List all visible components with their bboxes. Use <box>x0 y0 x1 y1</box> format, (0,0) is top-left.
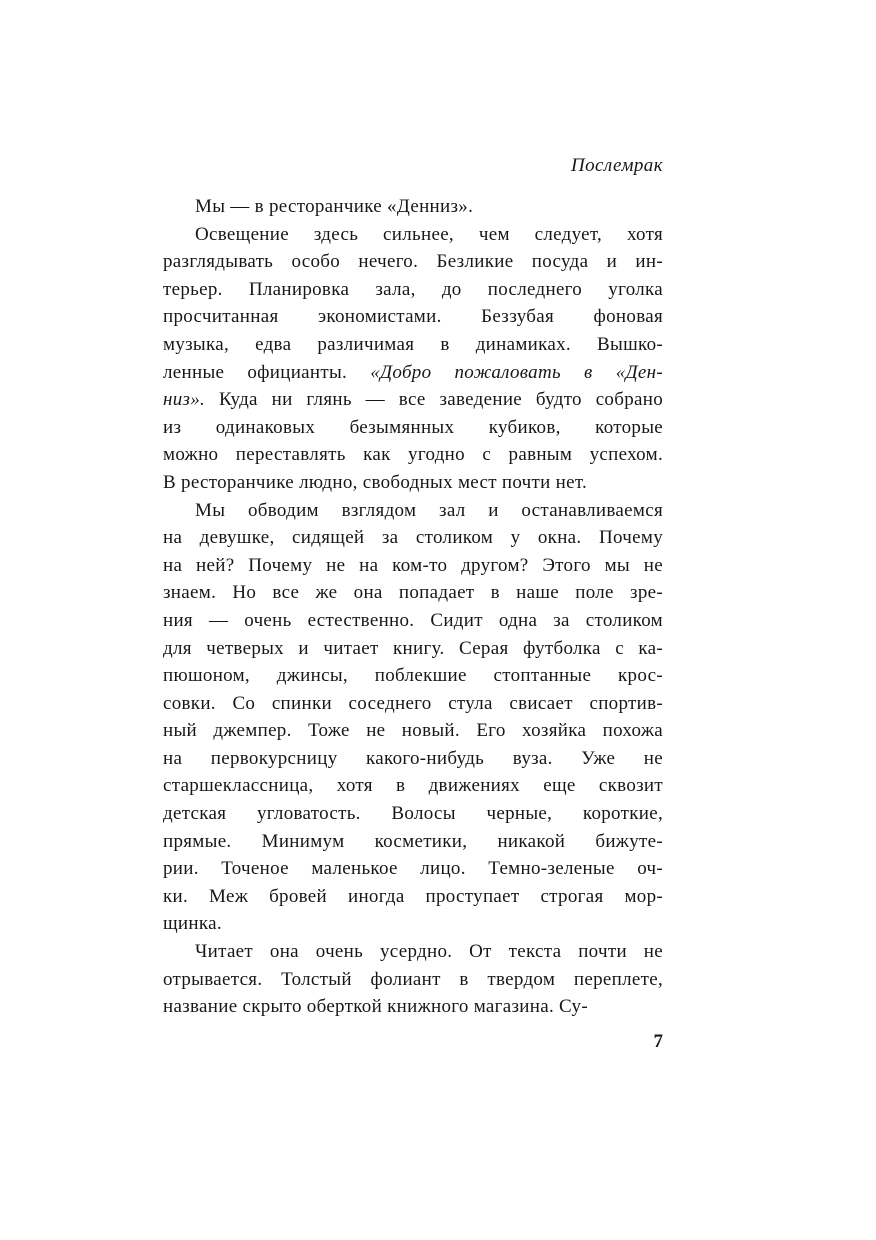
italic-text-segment: низ». <box>163 389 206 411</box>
text-line: совки. Со спинки соседнего стула свисает спортив- <box>163 692 663 714</box>
text-line: для четверых и читает книгу. Серая футболка с ка- <box>163 637 663 659</box>
text-line: из одинаковых безымянных кубиков, которые <box>163 416 663 438</box>
text-line: Мы — в ресторанчике «Денниз». <box>195 196 474 217</box>
text-line: ный джемпер. Тоже не новый. Его хозяйка похожа <box>163 720 663 742</box>
text-line: на девушке, сидящей за столиком у окна. Почему <box>163 527 663 549</box>
text-block <box>163 193 663 1021</box>
text-line: рии. Точеное маленькое лицо. Темно-зеленые оч- <box>163 858 663 880</box>
text-line: знаем. Но все же она попадает в наше поле зре- <box>163 582 663 604</box>
text-line: можно переставлять как угодно с равным успехом. <box>163 444 663 466</box>
paragraph <box>163 221 663 497</box>
italic-text-segment: «Добро пожаловать в «Ден- <box>370 361 663 383</box>
text-segment: ленные официанты. <box>163 361 371 383</box>
text-line: название скрыто оберткой книжного магазина. Су- <box>163 996 588 1018</box>
text-line: Освещение здесь сильнее, чем следует, хотя <box>195 223 663 245</box>
text-line: терьер. Планировка зала, до последнего уголка <box>163 278 663 300</box>
text-segment: Куда ни глянь — все заведение будто собрано <box>205 389 663 411</box>
text-line <box>163 359 663 387</box>
text-line: на ней? Почему не на ком-то другом? Этого мы не <box>163 554 663 576</box>
paragraph <box>163 193 663 221</box>
text-line: Мы обводим взглядом зал и останавливаемся <box>195 499 663 521</box>
text-line <box>163 386 663 414</box>
text-line: просчитанная экономистами. Беззубая фоновая <box>163 306 663 328</box>
text-line: детская угловатость. Волосы черные, короткие, <box>163 803 663 825</box>
text-line: ки. Меж бровей иногда проступает строгая мор- <box>163 885 663 907</box>
text-line: разглядывать особо нечего. Безликие посуда и ин- <box>163 251 663 273</box>
text-line: на первокурсницу какого-нибудь вуза. Уже не <box>163 747 663 769</box>
paragraph <box>163 497 663 939</box>
text-line: музыка, едва различимая в динамиках. Вышко- <box>163 333 663 355</box>
text-line: ния — очень естественно. Сидит одна за столиком <box>163 609 663 631</box>
page-number: 7 <box>653 1031 663 1052</box>
text-line: отрывается. Толстый фолиант в твердом переплете, <box>163 968 663 990</box>
running-title: Послемрак <box>571 155 663 176</box>
text-line: В ресторанчике людно, свободных мест почти нет. <box>163 471 588 493</box>
text-line: прямые. Минимум косметики, никакой бижуте- <box>163 830 663 852</box>
text-line: пюшоном, джинсы, поблекшие стоптанные крос- <box>163 665 663 687</box>
paragraph <box>163 938 663 1021</box>
text-line: старшеклассница, хотя в движениях еще сквозит <box>163 775 663 797</box>
text-line: Читает она очень усердно. От текста почти не <box>195 941 663 963</box>
text-line: щинка. <box>163 913 222 935</box>
